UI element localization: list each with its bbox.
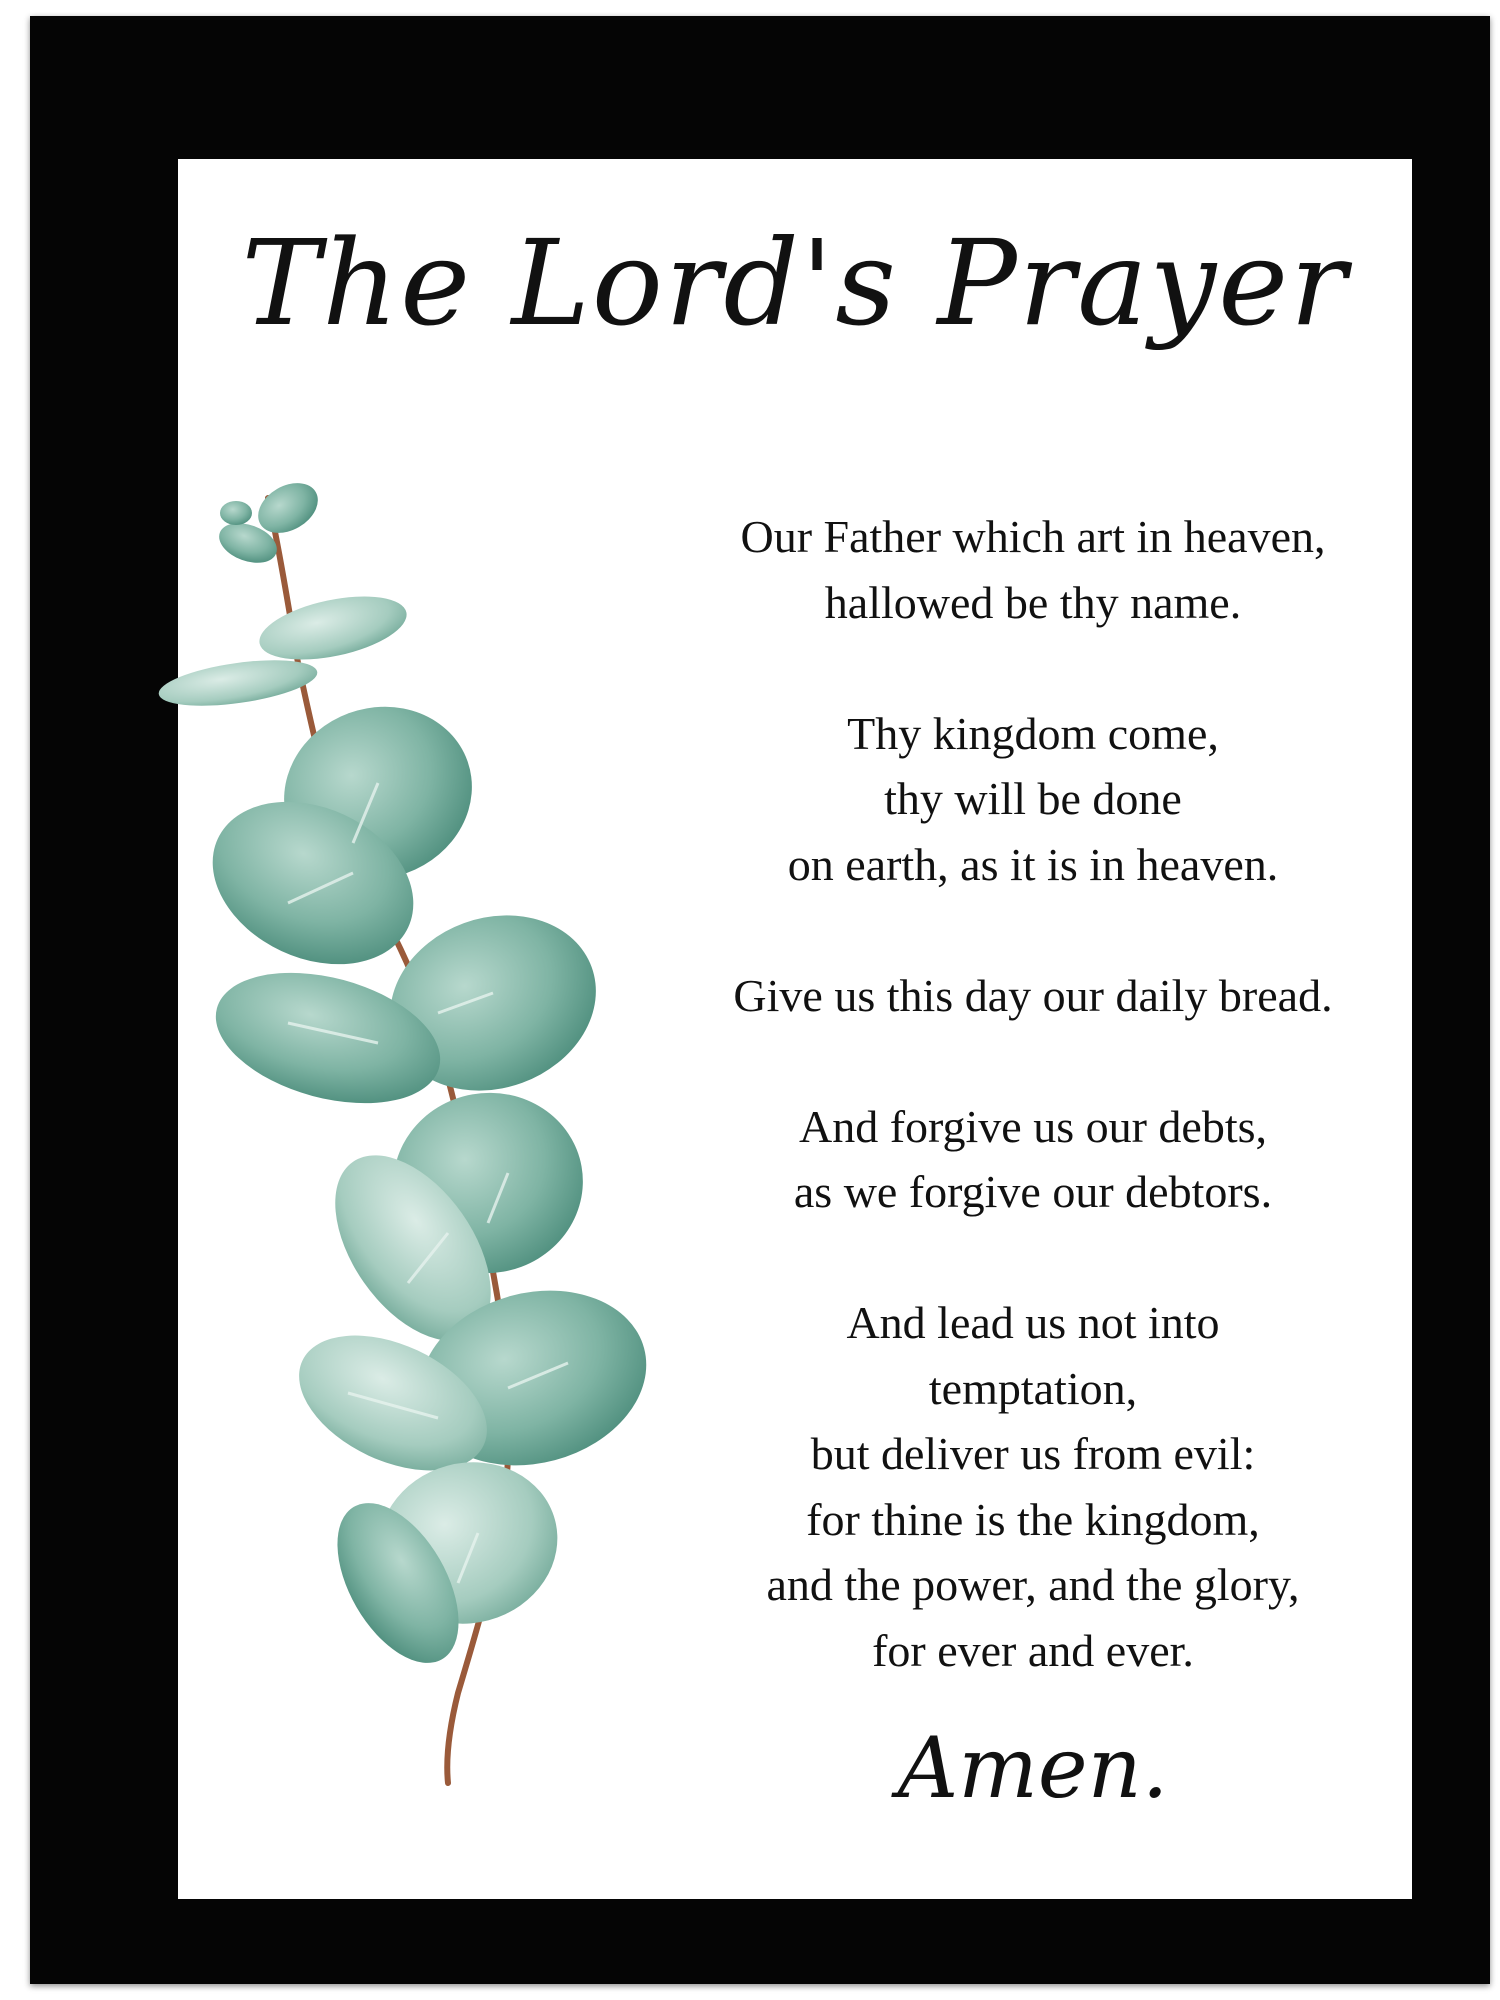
- prayer-line: for ever and ever.: [872, 1624, 1194, 1676]
- prayer-line: Thy kingdom come,: [847, 707, 1219, 759]
- prayer-line: on earth, as it is in heaven.: [787, 838, 1279, 890]
- prayer-line: And lead us not into: [846, 1297, 1220, 1348]
- amen-signature: Amen.: [897, 1719, 1169, 1817]
- prayer-line: and the power, and the glory,: [766, 1559, 1300, 1610]
- poster-title: The Lord's Prayer: [241, 214, 1349, 352]
- prayer-line: temptation,: [928, 1362, 1138, 1414]
- prayer-line: as we forgive our debtors.: [793, 1166, 1273, 1217]
- prayer-line: And forgive us our debts,: [798, 1100, 1268, 1152]
- prayer-line: but deliver us from evil:: [810, 1428, 1256, 1479]
- prayer-line: Our Father which art in heaven,: [740, 511, 1326, 562]
- prayer-line: Give us this day our daily bread.: [733, 969, 1333, 1021]
- leaf: [220, 501, 252, 525]
- eucalyptus-branch-icon: [148, 143, 1382, 1883]
- prayer-line: thy will be done: [884, 773, 1182, 824]
- leaf: [254, 585, 412, 671]
- prayer-line: hallowed be thy name.: [824, 576, 1242, 628]
- prayer-line: for thine is the kingdom,: [806, 1493, 1260, 1545]
